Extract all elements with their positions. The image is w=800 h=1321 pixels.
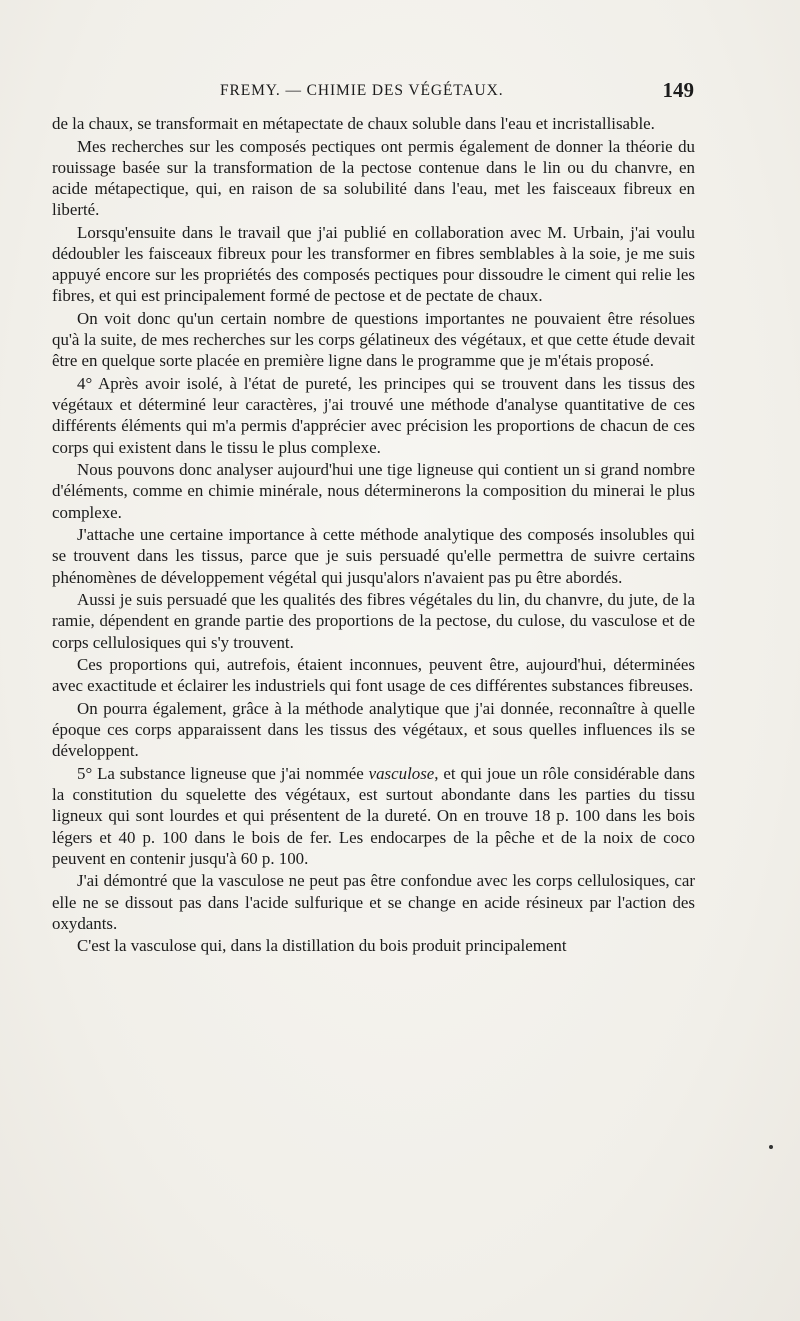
paragraph: C'est la vasculose qui, dans la distillation du bois produit principalement [77, 936, 567, 956]
paragraph: 5° La substance ligneuse que j'ai nommée vasculose, et qui joue un rôle considérable dans la constitution du squelette des végétaux, est surtout abondante dans les parties du tissu ligneux qui sont lourdes et qui présentent de la dureté. On en trouve 18 p. 100 dans les bois légers et 40 p. 100 dans le bois de fer. Les endocarpes de la pêche et de la noix de coco peuvent en contenir jusqu'à 60 p. 100. [52, 764, 695, 868]
paragraph: Lorsqu'ensuite dans le travail que j'ai publié en collaboration avec M. Urbain, j'ai voulu dédoubler les faisceaux fibreux pour les transformer en fibres semblables à la soie, je me suis appuyé encore sur les propriétés des composés pectiques pour dissoudre le ciment qui relie les fibres, et qui est principalement formé de pectose et de pectate de chaux. [52, 222, 695, 306]
paragraph: de la chaux, se transformait en métapectate de chaux soluble dans l'eau et incristallisable. [52, 114, 655, 133]
page-number: 149 [662, 78, 694, 102]
paragraph: Ces proportions qui, autrefois, étaient inconnues, peuvent être, aujourd'hui, déterminées avec exactitude et éclairer les industriels qui font usage de ces différentes substances fibreuses. [52, 655, 695, 696]
paragraph: J'attache une certaine importance à cette méthode analytique des composés insolubles qui se trouvent dans les tissus, parce que je suis persuadé qu'elle permettra de suivre certains phénomènes de développement végétal qui jusqu'alors n'avaient pas pu être abordés. [52, 525, 695, 587]
paragraph: Aussi je suis persuadé que les qualités des fibres végétales du lin, du chanvre, du jute, de la ramie, dépendent en grande partie des proportions de la pectose, du culose, du vasculose et de corps cellulosiques qui s'y trouvent. [52, 590, 695, 652]
body-text [52, 113, 695, 958]
paragraph: Nous pouvons donc analyser aujourd'hui une tige ligneuse qui contient un si grand nombre d'éléments, comme en chimie minérale, nous déterminerons la composition du minerai le plus complexe. [52, 460, 695, 522]
paragraph: 4° Après avoir isolé, à l'état de pureté, les principes qui se trouvent dans les tissus des végétaux et déterminé leur caractères, j'ai trouvé une méthode d'analyse quantitative de ces différents éléments qui m'a permis d'apprécier avec précision les proportions de chacun de ces corps qui existent dans le tissu le plus complexe. [52, 374, 695, 457]
paragraph: J'ai démontré que la vasculose ne peut pas être confondue avec les corps cellulosiques, car elle ne se dissout pas dans l'acide sulfurique et se change en acide résineux par l'action des oxydants. [52, 871, 695, 933]
ink-speck [769, 1145, 773, 1149]
paragraph: On voit donc qu'un certain nombre de questions importantes ne pouvaient être résolues qu'à la suite, de mes recherches sur les corps gélatineux des végétaux, et que cette étude devait être en quelque sorte placée en première ligne dans le programme que je m'étais proposé. [52, 309, 695, 371]
italic-term: vasculose [368, 764, 435, 783]
paragraph: On pourra également, grâce à la méthode analytique que j'ai donnée, reconnaître à quelle époque ces corps apparaissent dans les tissus des végétaux, et sous quelles influences ils se développent. [52, 699, 695, 761]
page-header [52, 78, 694, 110]
running-head: FREMY. — CHIMIE DES VÉGÉTAUX. [220, 82, 504, 99]
paragraph: Mes recherches sur les composés pectiques ont permis également de donner la théorie du rouissage basée sur la transformation de la pectose contenue dans le lin ou du chanvre, en acide métapectique, qui, en raison de sa solubilité dans l'eau, met les faisceaux fibreux en liberté. [52, 136, 695, 220]
